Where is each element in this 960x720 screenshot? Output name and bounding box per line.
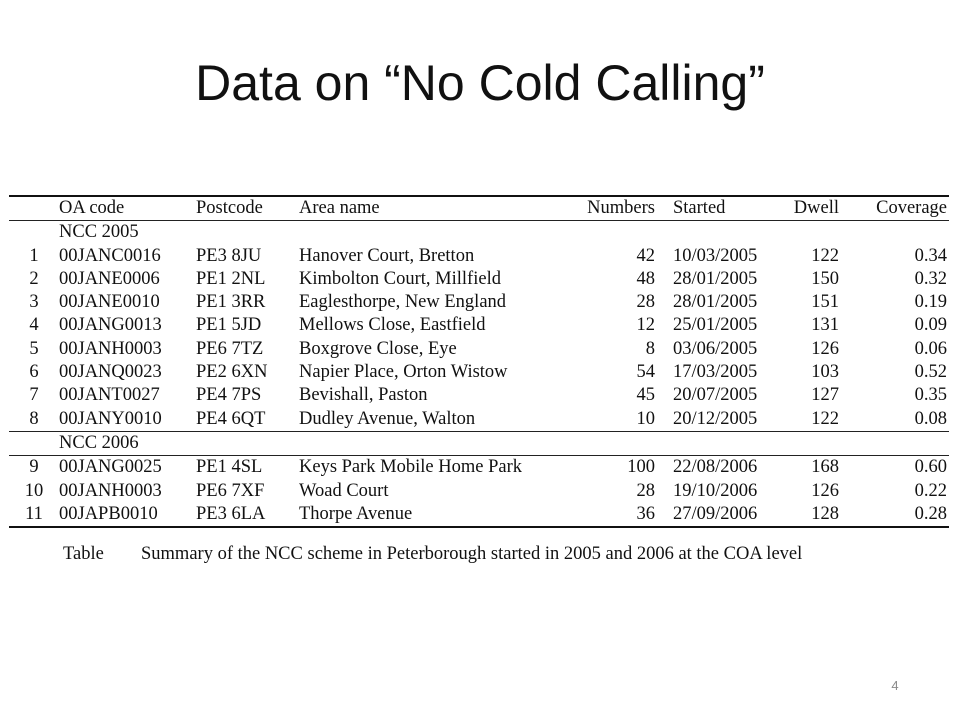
row-index: 4 [29,315,39,336]
numbers-cell: 54 [636,362,655,383]
area-name-cell: Hanover Court, Bretton [299,245,475,266]
area-name-cell: Kimbolton Court, Millfield [299,268,501,289]
numbers-cell: 45 [636,385,655,406]
postcode-cell: PE6 7XF [196,480,265,501]
row-index: 8 [29,408,39,429]
table-row [9,456,949,479]
started-cell: 25/01/2005 [673,315,758,336]
area-name-cell: Keys Park Mobile Home Park [299,457,522,478]
group-index-spacer [9,432,59,456]
dwell-cell: 122 [811,408,839,429]
column-header: Area name [299,198,380,218]
table-row [9,384,949,407]
postcode-cell: PE6 7TZ [196,338,264,359]
numbers-cell: 10 [636,408,655,429]
ncc-summary-table [9,195,949,528]
numbers-cell: 100 [627,457,655,478]
coverage-cell: 0.52 [914,362,947,383]
dwell-cell: 131 [811,315,839,336]
area-name-cell: Woad Court [299,480,389,501]
oa-code-cell: 00JANG0025 [59,457,162,478]
oa-code-cell: 00JANQ0023 [59,362,162,383]
coverage-cell: 0.19 [914,292,947,313]
oa-code-cell: 00JANG0013 [59,315,162,336]
dwell-cell: 103 [811,362,839,383]
row-index: 3 [29,292,39,313]
postcode-cell: PE2 6XN [196,362,268,383]
oa-code-cell: 00JANH0003 [59,480,162,501]
caption-label: Table [63,544,104,564]
column-header: Coverage [876,198,947,218]
area-name-cell: Dudley Avenue, Walton [299,408,476,429]
row-index: 5 [29,338,39,359]
row-index: 2 [29,268,39,289]
column-header: Started [673,198,726,218]
postcode-cell: PE4 6QT [196,408,266,429]
coverage-cell: 0.34 [914,245,947,266]
header-row [9,197,949,221]
started-cell: 28/01/2005 [673,292,758,313]
column-header: Postcode [196,198,263,218]
page-number: 4 [891,678,899,693]
coverage-cell: 0.06 [914,338,947,359]
area-name-cell: Boxgrove Close, Eye [299,338,457,359]
started-cell: 20/07/2005 [673,385,758,406]
caption-text: Summary of the NCC scheme in Peterborough started in 2005 and 2006 at the COA level [141,544,803,564]
coverage-cell: 0.09 [914,315,947,336]
group-label: NCC 2006 [59,432,139,453]
table-row [9,314,949,337]
ncc-table-container [9,195,949,528]
numbers-cell: 28 [636,480,655,501]
table-row [9,503,949,527]
started-cell: 10/03/2005 [673,245,758,266]
postcode-cell: PE1 5JD [196,315,262,336]
postcode-cell: PE1 2NL [196,268,266,289]
table-row [9,291,949,314]
row-index: 7 [29,385,39,406]
dwell-cell: 122 [811,245,839,266]
coverage-cell: 0.22 [914,480,947,501]
group-header-row [9,221,949,244]
coverage-cell: 0.35 [914,385,947,406]
area-name-cell: Bevishall, Paston [299,385,428,406]
table-body [9,196,949,528]
area-name-cell: Eaglesthorpe, New England [299,292,507,313]
column-header: OA code [59,198,125,218]
coverage-cell: 0.60 [914,457,947,478]
postcode-cell: PE1 4SL [196,457,263,478]
slide-title: Data on “No Cold Calling” [195,55,765,111]
numbers-cell: 28 [636,292,655,313]
numbers-cell: 8 [645,338,655,359]
dwell-cell: 126 [811,480,839,501]
table-row [9,361,949,384]
started-cell: 28/01/2005 [673,268,758,289]
group-index-spacer [9,221,59,244]
table-row [9,408,949,432]
area-name-cell: Napier Place, Orton Wistow [299,362,508,383]
started-cell: 27/09/2006 [673,503,758,524]
row-index: 11 [25,503,43,524]
table-row [9,480,949,503]
postcode-cell: PE1 3RR [196,292,266,313]
oa-code-cell: 00JANT0027 [59,385,160,406]
dwell-cell: 128 [811,503,839,524]
dwell-cell: 127 [811,385,839,406]
column-header: Numbers [587,198,655,218]
oa-code-cell: 00JANE0006 [59,268,160,289]
started-cell: 03/06/2005 [673,338,758,359]
dwell-cell: 126 [811,338,839,359]
numbers-cell: 42 [636,245,655,266]
oa-code-cell: 00JANY0010 [59,408,162,429]
row-index: 10 [24,480,44,501]
oa-code-cell: 00JAPB0010 [59,503,158,524]
postcode-cell: PE3 6LA [196,503,266,524]
coverage-cell: 0.32 [914,268,947,289]
dwell-cell: 150 [811,268,839,289]
area-name-cell: Thorpe Avenue [299,503,413,524]
started-cell: 20/12/2005 [673,408,758,429]
postcode-cell: PE3 8JU [196,245,262,266]
dwell-cell: 151 [811,292,839,313]
started-cell: 22/08/2006 [673,457,758,478]
numbers-cell: 48 [636,268,655,289]
table-caption [63,544,802,565]
coverage-cell: 0.08 [914,408,947,429]
row-index: 9 [29,457,39,478]
row-index: 1 [29,245,39,266]
row-index: 6 [29,362,39,383]
oa-code-cell: 00JANH0003 [59,338,162,359]
bottom-rule [9,527,949,528]
table-row [9,245,949,268]
table-row [9,338,949,361]
table-row [9,268,949,291]
column-header: Dwell [793,198,839,218]
dwell-cell: 168 [811,457,839,478]
group-header-row [9,432,949,456]
column-header [9,197,59,221]
numbers-cell: 36 [636,503,655,524]
numbers-cell: 12 [636,315,655,336]
oa-code-cell: 00JANE0010 [59,292,160,313]
coverage-cell: 0.28 [914,503,947,524]
oa-code-cell: 00JANC0016 [59,245,161,266]
started-cell: 17/03/2005 [673,362,758,383]
area-name-cell: Mellows Close, Eastfield [299,315,486,336]
postcode-cell: PE4 7PS [196,385,262,406]
started-cell: 19/10/2006 [673,480,758,501]
group-label: NCC 2005 [59,222,139,243]
